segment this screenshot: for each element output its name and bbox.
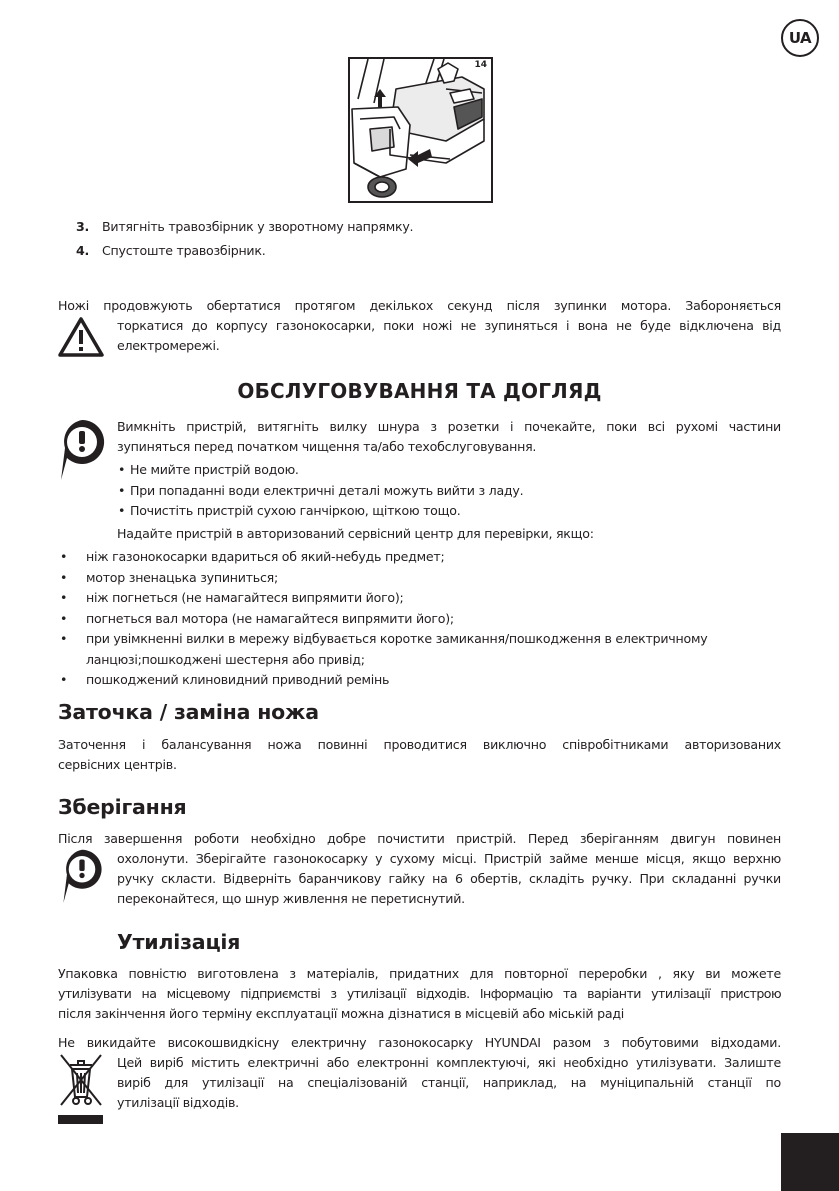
figure-number: 14	[474, 60, 487, 70]
weee-text-line1: Не викидайте високошвидкісну електричну газонокосарку HYUNDAI разом з побутовими відходами.	[58, 1035, 781, 1050]
disposal-text-line1: Упаковка повністю виготовлена з матеріалів, придатних для повторної переробки , яку ви можете	[58, 966, 781, 981]
step-4	[76, 241, 776, 262]
list-item: • При попаданні води електричні деталі можуть вийти з ладу.	[118, 481, 782, 502]
disposal-text-line3: після закінчення його терміну експлуатації можна дізнатися в місцевій або міській раді	[58, 1006, 625, 1021]
exclamation-bubble-icon	[57, 848, 107, 914]
list-item: • ніж газонокосарки вдариться об який-небудь предмет;	[58, 547, 798, 568]
grass-catcher-removal-drawing	[350, 59, 491, 201]
warning-text-line2: торкатися до корпусу газонокосарки, поки ножі не зупиняться і вона не буде відключена від	[117, 318, 781, 333]
storage-text-line2: охолонути. Зберігайте газонокосарку у сухому місці. Пристрій займе менше місця, якщо верхню	[117, 851, 781, 866]
list-item: • Не мийте пристрій водою.	[118, 460, 782, 481]
weee-text-line2: Цей виріб містить електричні або електронні комплектуючі, які необхідно утилізувати. Залиште	[117, 1055, 781, 1070]
service-intro: Надайте пристрій в авторизований сервісний центр для перевірки, якщо:	[117, 526, 594, 541]
warning-text-line3: електромережі.	[117, 338, 220, 353]
storage-heading: Зберігання	[58, 795, 187, 819]
disposal-heading: Утилізація	[117, 930, 241, 954]
weee-marking-bar	[58, 1115, 103, 1124]
warning-triangle-icon	[57, 316, 105, 362]
storage-text-line1: Після завершення роботи необхідно добре почистити пристрій. Перед зберіганням двигун повинен	[58, 831, 781, 846]
step-number: 3.	[76, 219, 90, 234]
weee-text-line3: виріб для утилізації на спеціалізованій станції, наприклад, на муніципальній станції по	[117, 1075, 781, 1090]
storage-text-line4: переконайтеся, що шнур живлення не перетиснутий.	[117, 891, 465, 906]
list-item: • Почистіть пристрій сухою ганчіркою, щіткою тощо.	[118, 501, 782, 522]
maintenance-intro-line1: Вимкніть пристрій, витягніть вилку шнура з розетки і почекайте, поки всі рухомі частини	[117, 419, 781, 434]
maintenance-heading: ОБСЛУГОВУВАННЯ ТА ДОГЛЯД	[237, 379, 602, 403]
list-item: • мотор зненацька зупиниться;	[58, 568, 798, 589]
sharpening-heading: Заточка / заміна ножа	[58, 700, 319, 724]
maintenance-dot-list	[118, 460, 782, 522]
list-item: • пошкоджений клиновидний приводний ремінь	[58, 670, 798, 691]
step-number: 4.	[76, 243, 90, 258]
step-3	[76, 217, 776, 238]
list-item: • ніж погнеться (не намагайтеся випрямити його);	[58, 588, 798, 609]
list-item: • при увімкненні вилки в мережу відбувається коротке замикання/пошкодження в електричному ланцюзі;пошкоджені шестерня або привід;	[58, 629, 766, 670]
exclamation-bubble-icon	[57, 418, 107, 492]
lawnmower-illustration	[348, 57, 493, 203]
step-text: Спустоште травозбірник.	[102, 243, 266, 258]
language-badge: UA	[781, 19, 819, 57]
crossed-bin-icon	[58, 1051, 104, 1111]
page-corner-tab	[781, 1133, 839, 1191]
service-conditions-list	[58, 547, 798, 691]
disposal-text-line2: утилізувати на місцевому підприємстві з утилізації відходів. Інформацію та варіанти утилізації пристрою	[58, 986, 781, 1001]
step-text: Витягніть травозбірник у зворотному напрямку.	[102, 219, 414, 234]
sharpening-text-line2: сервісних центрів.	[58, 757, 177, 772]
storage-text-line3: ручку скласти. Відверніть баранчикову гайку на 6 обертів, складіть ручку. При складанні ручки	[117, 871, 781, 886]
weee-text-line4: утилізації відходів.	[117, 1095, 239, 1110]
maintenance-intro-line2: зупиняться перед початком чищення та/або техобслуговування.	[117, 439, 537, 454]
sharpening-text-line1: Заточення і балансування ножа повинні проводитися виключно співробітниками авторизованих	[58, 737, 781, 752]
list-item: • погнеться вал мотора (не намагайтеся випрямити його);	[58, 609, 798, 630]
warning-text-line1: Ножі продовжують обертатися протягом декількох секунд після зупинки мотора. Забороняється	[58, 298, 781, 313]
